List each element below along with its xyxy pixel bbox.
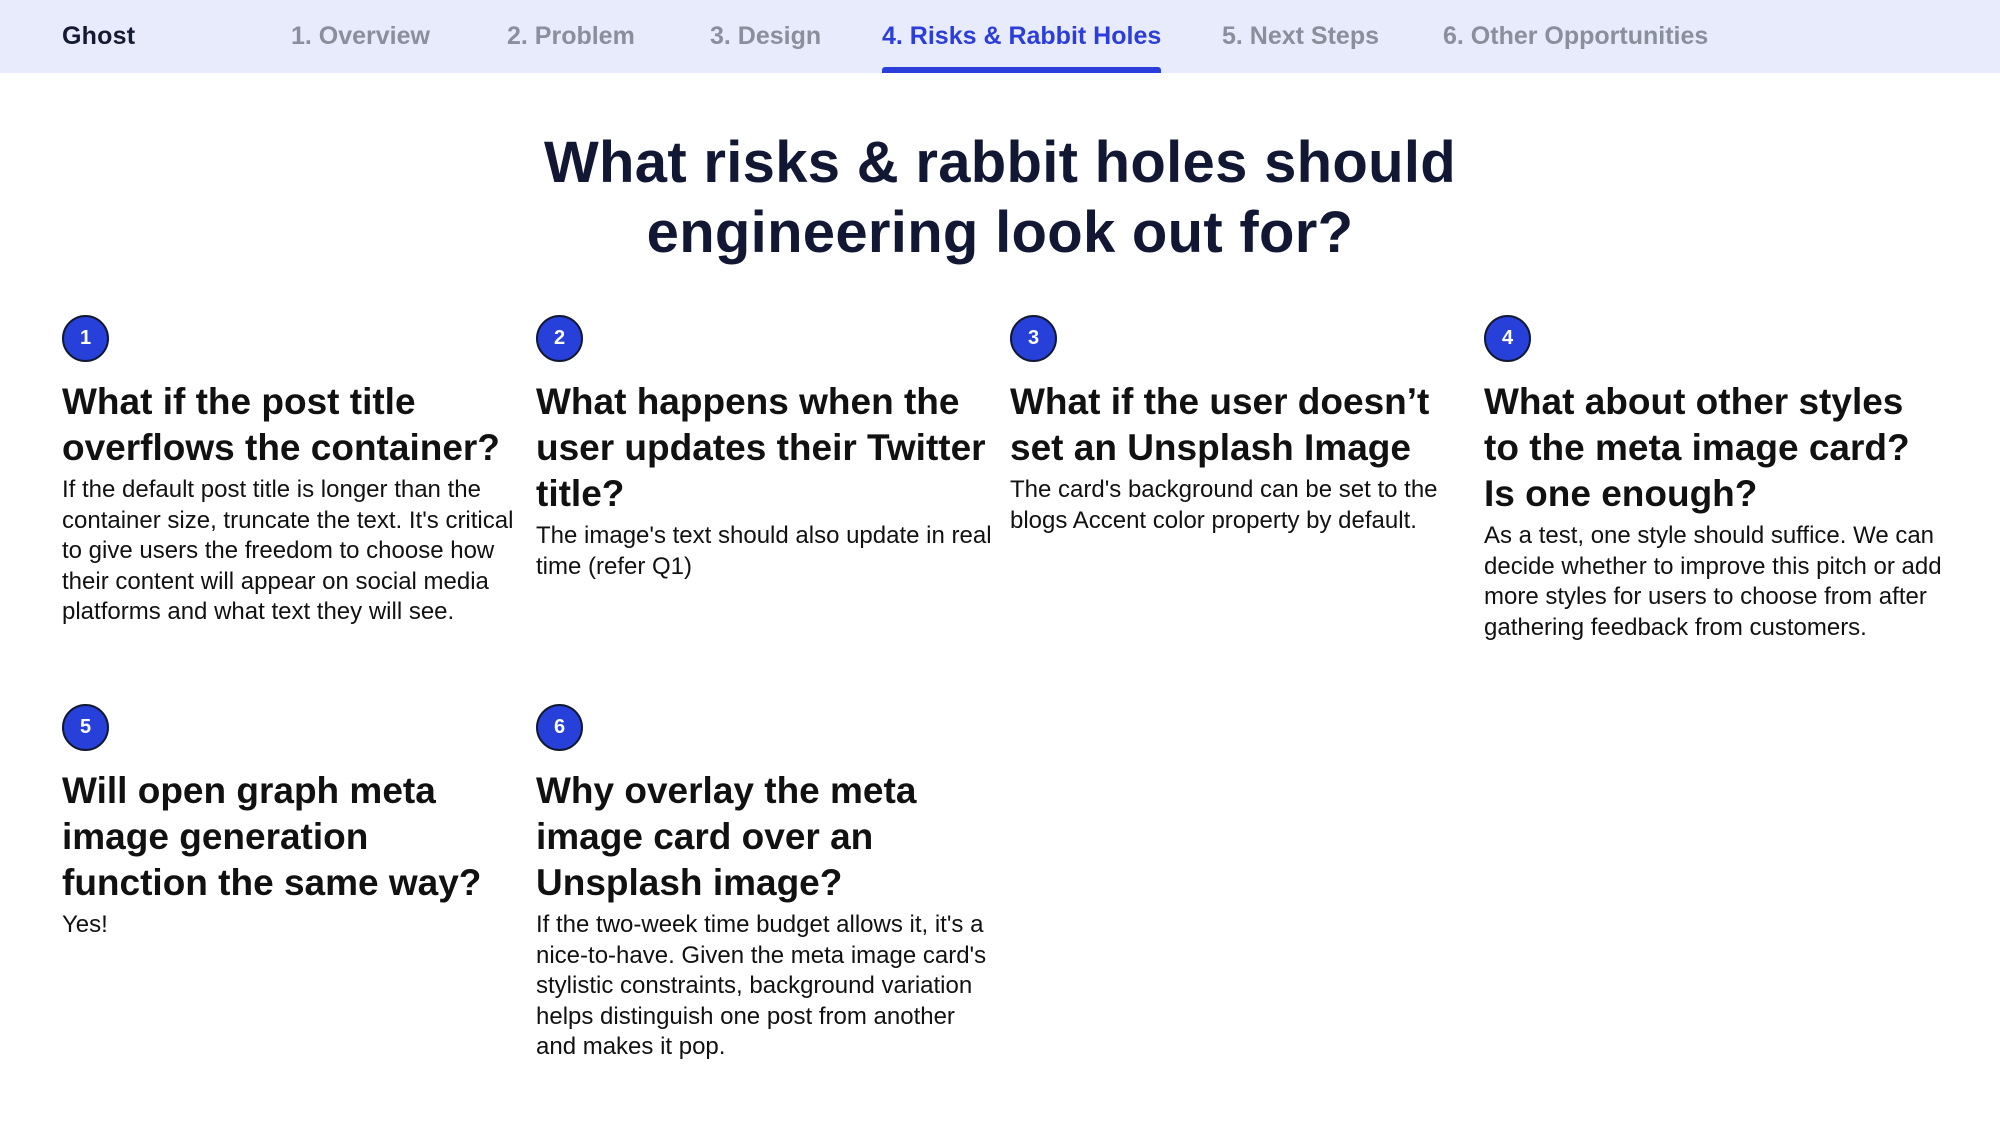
risk-card-5 — [62, 704, 522, 941]
risk-card-3 — [1010, 315, 1470, 536]
tab-problem[interactable]: 2. Problem — [507, 22, 635, 50]
tab-overview[interactable]: 1. Overview — [291, 22, 430, 50]
number-badge: 4 — [1484, 315, 1531, 362]
active-tab-indicator — [882, 67, 1161, 73]
risk-card-4 — [1484, 315, 1944, 643]
page-title-line-2: engineering look out for? — [646, 200, 1354, 265]
risk-answer: The card's background can be set to the blogs Accent color property by default. — [1010, 476, 1438, 534]
number-badge: 3 — [1010, 315, 1057, 362]
risk-card-2 — [536, 315, 996, 582]
number-badge: 6 — [536, 704, 583, 751]
risk-card-1 — [62, 315, 522, 628]
tab-risks-rabbit-holes[interactable]: 4. Risks & Rabbit Holes — [882, 22, 1162, 50]
number-badge: 2 — [536, 315, 583, 362]
risk-answer: If the two-week time budget allows it, it's a nice-to-have. Given the meta image card's stylistic constraints, background variation helps distinguish one post from another and makes it pop. — [536, 911, 987, 1060]
tab-next-steps[interactable]: 5. Next Steps — [1222, 22, 1380, 50]
risk-answer: As a test, one style should suffice. We can decide whether to improve this pitch or add more styles for users to choose from after gathering feedback from customers. — [1484, 522, 1942, 641]
number-badge: 1 — [62, 315, 109, 362]
risk-answer: Yes! — [62, 911, 108, 938]
top-navigation-bar — [0, 0, 2000, 73]
number-badge: 5 — [62, 704, 109, 751]
risk-answer: The image's text should also update in real time (refer Q1) — [536, 522, 992, 580]
tab-other-opportunities[interactable]: 6. Other Opportunities — [1443, 22, 1709, 50]
tab-design[interactable]: 3. Design — [710, 22, 822, 50]
page-title — [0, 128, 2000, 268]
page-title-line-1: What risks & rabbit holes should — [544, 130, 1456, 195]
risk-question: Will open graph meta image generation function the same way? — [62, 770, 482, 903]
risk-question: What if the post title overflows the container? — [62, 381, 500, 468]
risk-card-6 — [536, 704, 996, 1063]
risk-question: What about other styles to the meta image card? Is one enough? — [1484, 381, 1910, 514]
risk-question: What happens when the user updates their Twitter title? — [536, 381, 986, 514]
risk-answer: If the default post title is longer than the container size, truncate the text. It's critical to give users the freedom to choose how their content will appear on social media platforms and what text they will see. — [62, 476, 514, 625]
brand-logo-text[interactable]: Ghost — [62, 22, 136, 50]
risk-question: What if the user doesn’t set an Unsplash Image — [1010, 381, 1430, 468]
risk-question: Why overlay the meta image card over an Unsplash image? — [536, 770, 917, 903]
